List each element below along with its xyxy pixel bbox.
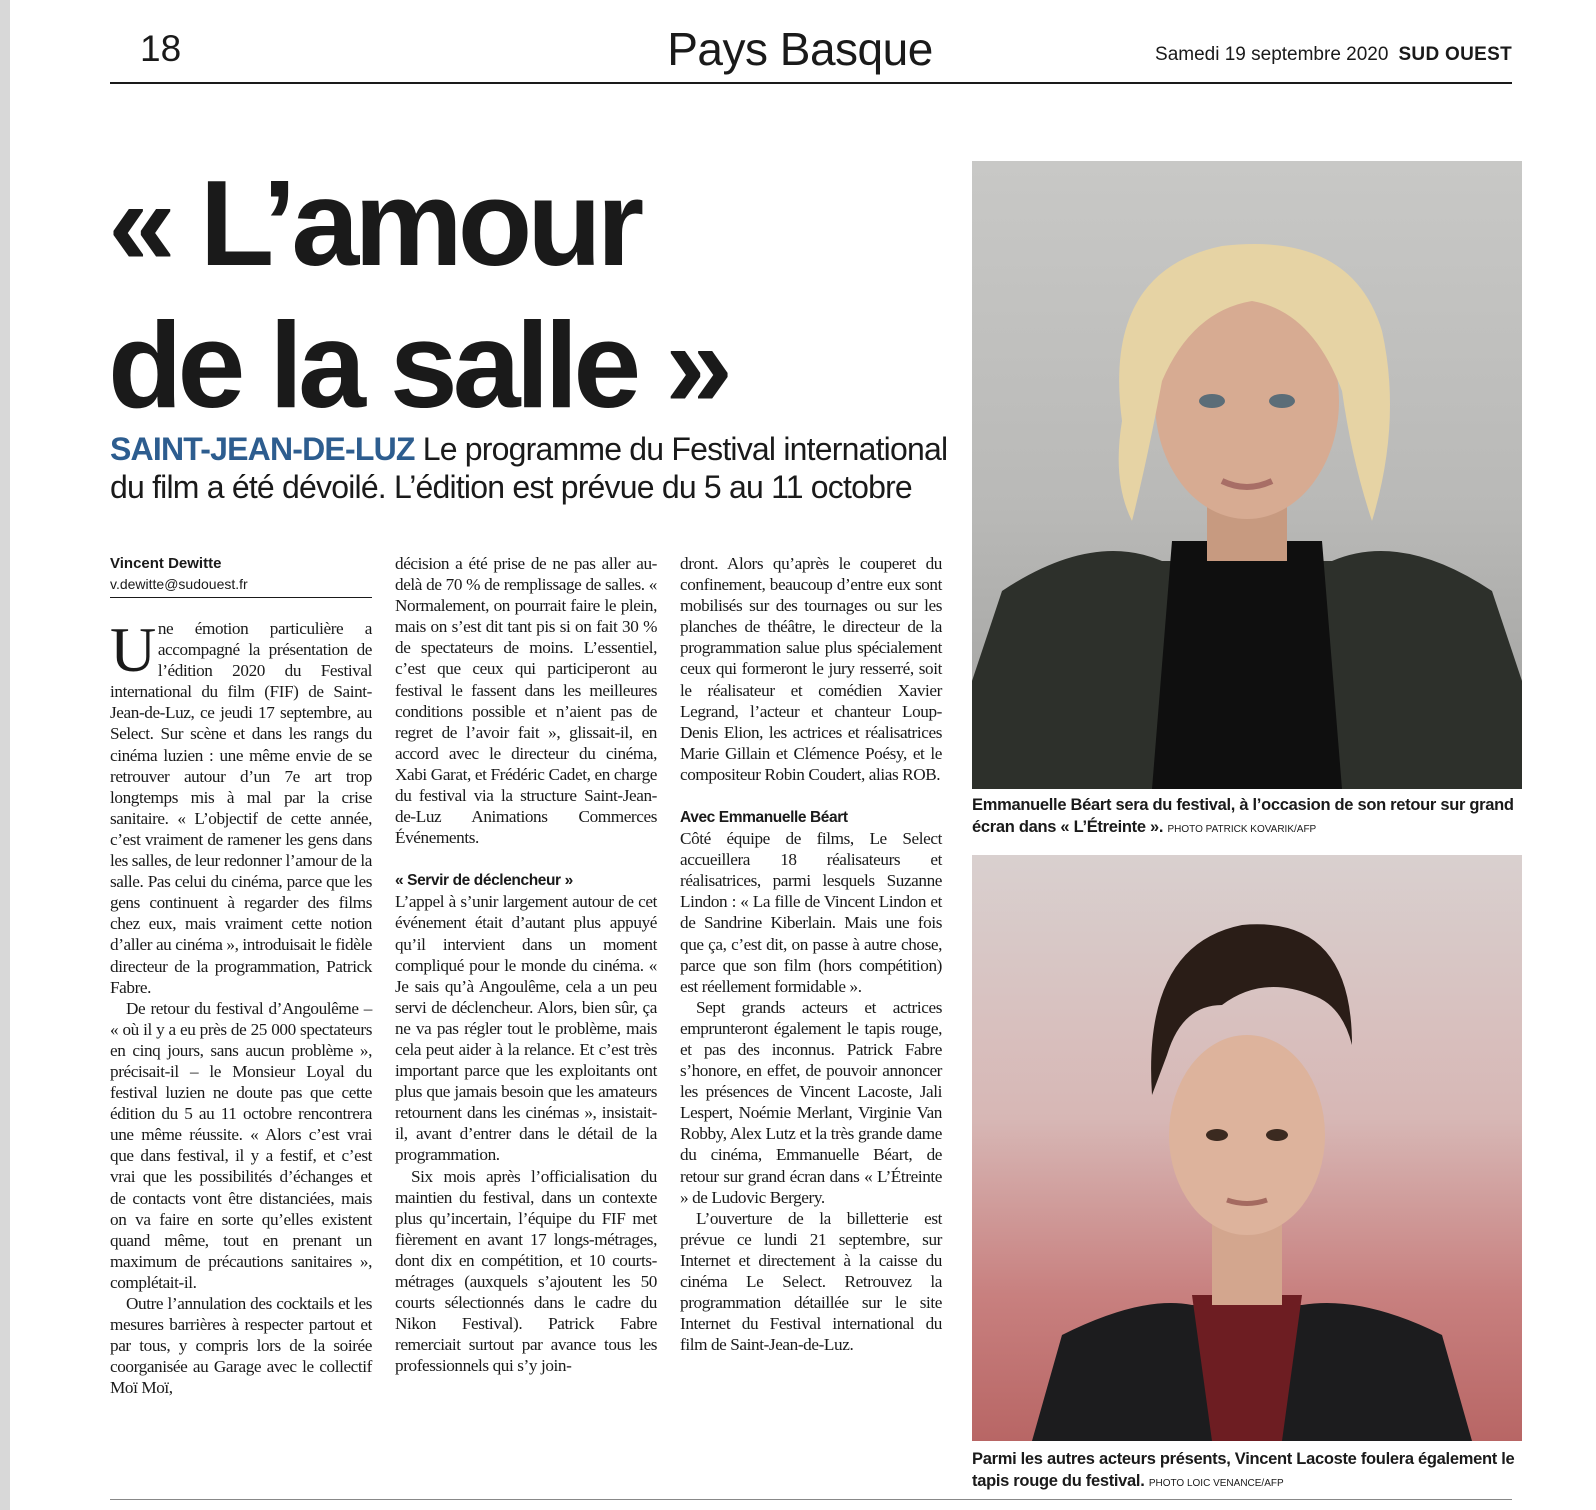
paragraph-7: dront. Alors qu’après le couperet du confinement, beaucoup d’entre eux sont mobilisés sur des tournages ou sur les planches de théâtre, le directeur de la programmation salue plus spécialement ceux qui formeront le jury resserré, soit le réalisateur et comédien Xavier Legrand, l’acteur et chanteur Loup-Denis Elion, les actrices et réalisatrices Marie Gillain et Clémence Poésy, et le compositeur Robin Coudert, alias ROB.	[680, 554, 942, 784]
article-headline	[108, 152, 728, 436]
paragraph-6: Six mois après l’officialisation du maintien du festival, dans un contexte plus qu’incertain, l’équipe du FIF met fièrement en avant 17 longs-métrages, dont dix en compétition, et 10 courts-métrages (auxquels s’ajoutent les 50 courts sélectionnés dans le cadre du Nikon Festival). Patrick Fabre remerciait surtout par avance tous les professionnels qui s’y join-	[395, 1166, 657, 1376]
paragraph-4: décision a été prise de ne pas aller au-delà de 70 % de remplissage de salles. « Normalement, on pourrait faire le plein, mais on s’est dit tant pis si on fait 30 % de spectateurs de moins. L’essentiel, c’est que ceux qui participeront au festival le fassent dans les meilleures conditions possible et n’aient pas de regret de l’avoir fait », glissait-il, en accord avec le directeur du cinéma, Xabi Garat, et Frédéric Cadet, en charge du festival via la structure Saint-Jean-de-Luz Animations Commerces Événements.	[395, 554, 657, 848]
photo-2-caption: Parmi les autres acteurs présents, Vincent Lacoste foulera également le tapis rouge du festival. PHOTO LOIC VENANCE/AFP	[972, 1450, 1515, 1490]
page-number: 18	[140, 28, 182, 69]
article-column-2	[395, 553, 657, 1376]
article-column-1	[110, 614, 372, 1398]
photo-1-caption: Emmanuelle Béart sera du festival, à l’occasion de son retour sur grand écran dans « L’Étreinte ». PHOTO PATRICK KOVARIK/AFP	[972, 796, 1514, 836]
paragraph-1: Une émotion particulière a accompagné la présentation de l’édition 2020 du Festival international du film (FIF) de Saint-Jean-de-Luz, ce jeudi 17 septembre, au Select. Sur scène et dans les rangs du cinéma luzien : une même envie de se retrouver autour d’un 7e art trop longtemps mis à mal par la crise sanitaire. « L’objectif de cette année, c’est vraiment de ramener les gens dans les salles, de leur redonner l’amour de la salle. Pas celui du cinéma, parce que les gens continuent à regarder des films chez eux, mais vraiment cette notion d’aller au cinéma », introduisait le fidèle directeur de la programmation, Patrick Fabre.	[110, 614, 372, 997]
photo-vincent-lacoste	[972, 855, 1522, 1441]
deck-text: Le programme du Festival international du film a été dévoilé. L’édition est prévue du 5 au 11 octobre	[110, 431, 948, 505]
article-column-3	[680, 553, 942, 1355]
left-binding-edge	[0, 0, 10, 1510]
subheading-2: Avec Emmanuelle Béart	[680, 809, 848, 827]
paragraph-3: Outre l’annulation des cocktails et les mesures barrières à respecter partout et par tous, y compris lors de la soirée coorganisée au Garage avec le collectif Moï Moï,	[110, 1294, 372, 1398]
article-deck	[110, 430, 960, 506]
paragraph-9: Sept grands acteurs et actrices emprunteront également le tapis rouge, et pas des inconnus. Patrick Fabre s’honore, en effet, de pouvoir annoncer les présences de Vincent Lacoste, Jali Lespert, Noémie Merlant, Virginie Van Robby, Alex Lutz et la très grande dame du cinéma, Emmanuelle Béart, de retour sur grand écran dans « L’Étreinte » de Ludovic Bergery.	[680, 997, 942, 1207]
byline	[110, 553, 372, 598]
header-date-brand	[1155, 44, 1512, 66]
bottom-rule	[110, 1499, 1512, 1500]
issue-date: Samedi 19 septembre 2020	[1155, 44, 1389, 65]
headline-line-1: « L’amour	[108, 155, 640, 291]
header-rule	[110, 82, 1512, 84]
paragraph-10: L’ouverture de la billetterie est prévue ce lundi 21 septembre, sur Internet et directement à la caisse du cinéma Le Select. Retrouvez la programmation détaillée sur le site Internet du Festival international du film de Saint-Jean-de-Luz.	[680, 1208, 942, 1355]
deck-location: SAINT-JEAN-DE-LUZ	[110, 431, 415, 467]
paragraph-8: Côté équipe de films, Le Select accueillera 18 réalisateurs et réalisatrices, parmi lesquels Suzanne Lindon : « La fille de Vincent Lindon et de Sandrine Kiberlain. Mais une fois que ça, c’est dit, on passe à autre chose, parce que son film (hors compétition) est réellement formidable ».	[680, 829, 942, 996]
photo-emmanuelle-beart	[972, 161, 1522, 789]
newspaper-brand: SUD OUEST	[1398, 44, 1512, 65]
author-name: Vincent Dewitte	[110, 555, 222, 572]
paragraph-5: L’appel à s’unir largement autour de cet événement était d’autant plus appuyé qu’il intervient dans un moment compliqué pour le monde du cinéma. « Je sais qu’à Angoulême, cela a un peu servi de déclencheur. Alors, bien sûr, ça ne va pas régler tout le problème, mais cela peut aider à la relance. Et c’est très important parce que les exploitants ont plus que jamais besoin que les amateurs retournent dans les cinémas », insistait-il, avant d’entrer dans le détail de la programmation.	[395, 892, 657, 1165]
portrait-illustration	[972, 161, 1522, 789]
headline-line-2: de la salle »	[108, 297, 728, 433]
dropcap: U	[110, 614, 156, 685]
paragraph-2: De retour du festival d’Angoulême – « où il y a eu près de 25 000 spectateurs en cinq jours, sans aucun problème », précisait-il – le Monsieur Loyal du festival luzien ne doute pas que cette édition du 5 au 11 octobre rencontrera une même réussite. « Alors c’est vrai que dans festival, il y a festif, et c’est vrai que les possibilités d’échanges et de contacts vont être distanciées, mais on va faire en sorte qu’elles existent quand même, tout en prenant un maximum de précautions sanitaires », complétait-il.	[110, 998, 372, 1292]
subheading-1: « Servir de déclencheur »	[395, 872, 573, 890]
section-title: Pays Basque	[667, 23, 933, 75]
photo-2-credit: PHOTO LOIC VENANCE/AFP	[1148, 1478, 1284, 1489]
portrait-illustration	[972, 855, 1522, 1441]
author-email: v.dewitte@sudouest.fr	[110, 574, 372, 598]
photo-1-credit: PHOTO PATRICK KOVARIK/AFP	[1167, 824, 1317, 835]
